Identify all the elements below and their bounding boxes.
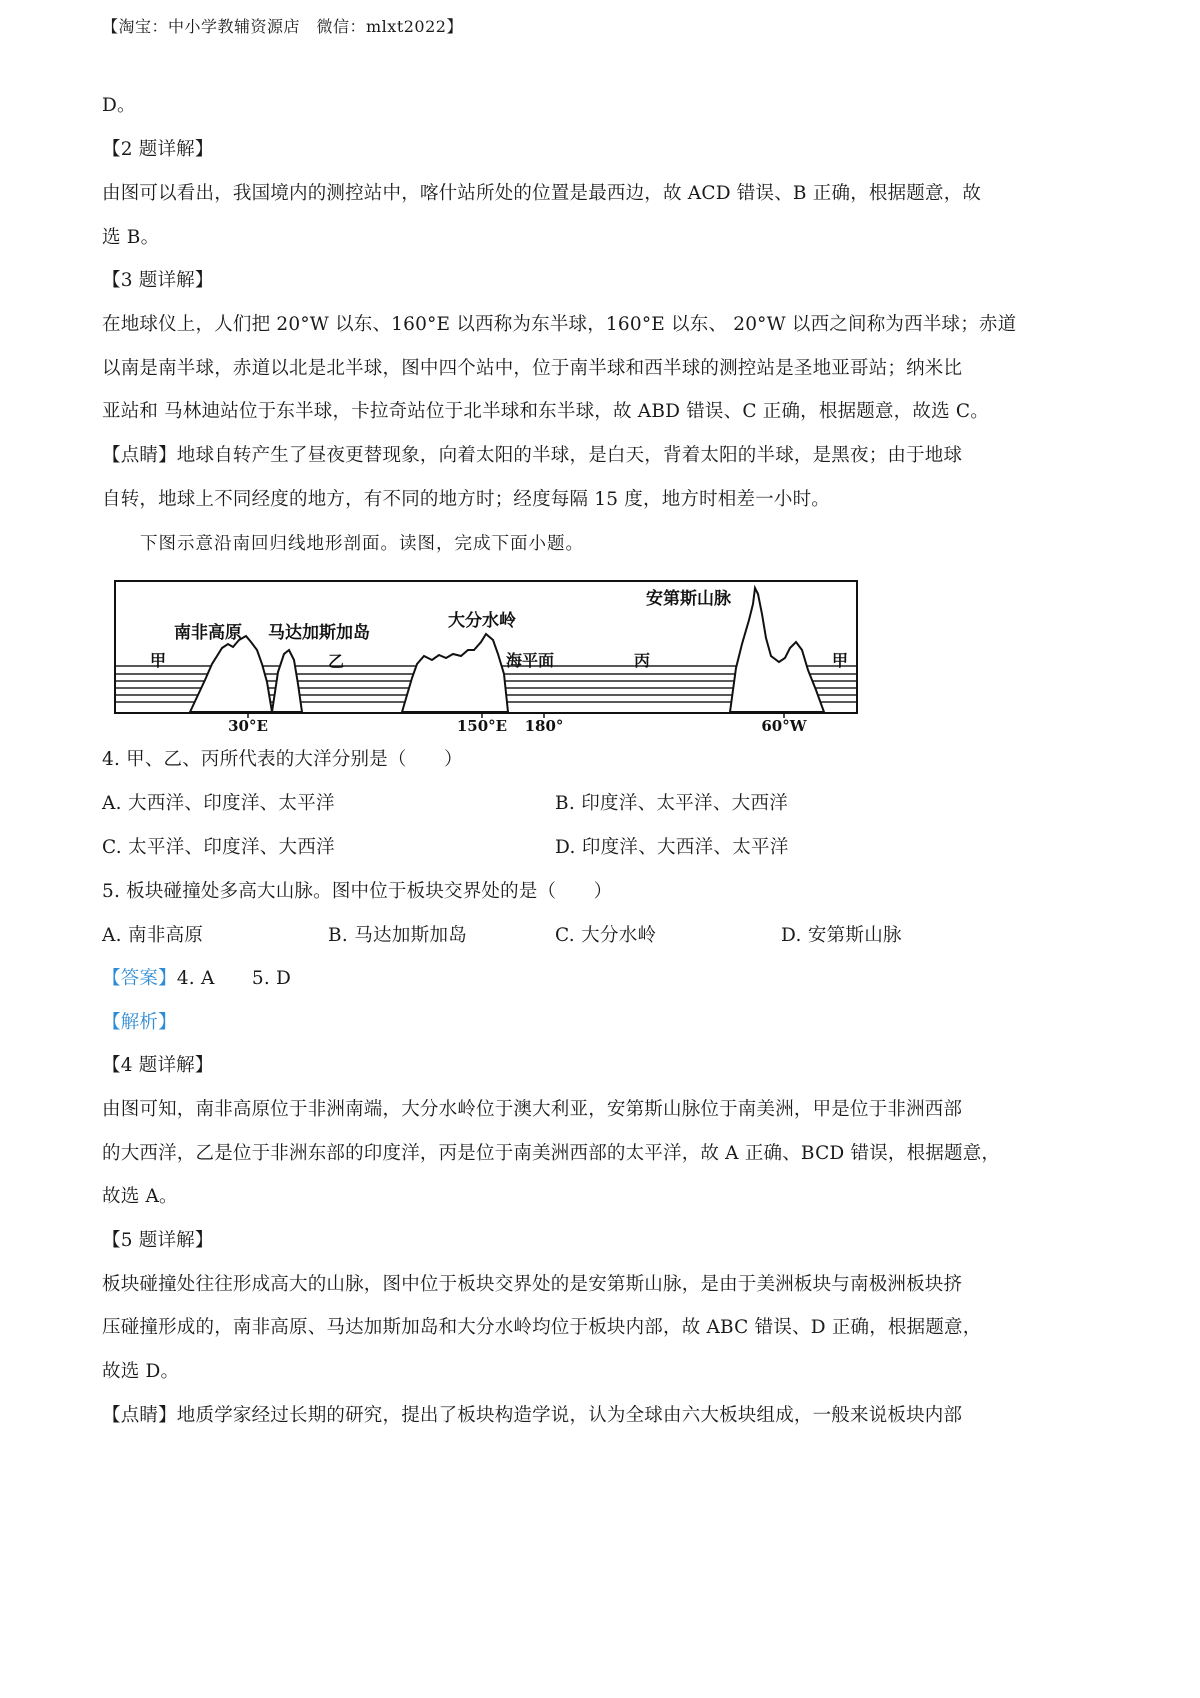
analysis-tag: 【解析】 — [102, 1012, 177, 1033]
q5-option-c: C. 大分水岭 — [555, 925, 657, 946]
text-line: 以南是南半球，赤道以北是北半球，图中四个站中，位于南半球和西半球的测控站是圣地亚哥站；纳米比 — [102, 358, 963, 379]
figure-label-bing: 丙 — [634, 651, 651, 670]
text-line: 由图可知，南非高原位于非洲南端，大分水岭位于澳大利亚，安第斯山脉位于南美洲，甲是位于非洲西部 — [102, 1099, 963, 1120]
longitude-tick-label: 30°E — [228, 717, 268, 735]
q5-option-d: D. 安第斯山脉 — [781, 925, 902, 946]
text-line: 在地球仪上，人们把 20°W 以东、160°E 以西称为东半球，160°E 以东、 20°W 以西之间称为西半球；赤道 — [102, 314, 1017, 335]
q4-option-c: C. 太平洋、印度洋、大西洋 — [102, 837, 335, 858]
australia-profile — [402, 634, 508, 712]
figure-label-sea-level: 海平面 — [506, 651, 555, 670]
text-line: 故选 D。 — [102, 1361, 180, 1382]
figure-label-jia-left: 甲 — [150, 651, 167, 670]
q4-option-b: B. 印度洋、太平洋、大西洋 — [555, 793, 789, 814]
text-line: 板块碰撞处往往形成高大的山脉，图中位于板块交界处的是安第斯山脉，是由于美洲板块与南极洲板块挤 — [102, 1274, 963, 1295]
figure-label-jia-right: 甲 — [832, 651, 849, 670]
text-line: 故选 A。 — [102, 1186, 178, 1207]
figure-label-yi: 乙 — [328, 652, 345, 671]
figure-label-andes: 安第斯山脉 — [646, 589, 731, 609]
q4-option-a: A. 大西洋、印度洋、太平洋 — [102, 793, 335, 814]
text-line: 选 B。 — [102, 227, 160, 248]
madagascar-profile — [272, 650, 302, 712]
figure-label-south-africa-plateau: 南非高原 — [174, 623, 242, 643]
andes-profile — [730, 588, 824, 712]
longitude-tick-label: 180° — [524, 717, 564, 735]
section-heading-q5: 【5 题详解】 — [102, 1230, 214, 1251]
figure-intro: 下图示意沿南回归线地形剖面。读图，完成下面小题。 — [140, 534, 584, 554]
text-line: 亚站和 马林迪站位于东半球，卡拉奇站位于北半球和东半球，故 ABD 错误、C 正确，根据题意，故选 C。 — [102, 401, 989, 422]
watermark-header: 【淘宝：中小学教辅资源店 微信：mlxt2022】 — [102, 17, 463, 36]
terrain-profile-svg — [112, 568, 864, 736]
text-line: 由图可以看出，我国境内的测控站中，喀什站所处的位置是最西边，故 ACD 错误、B 正确，根据题意，故 — [102, 183, 982, 204]
figure-label-madagascar: 马达加斯加岛 — [268, 623, 370, 643]
q4-option-d: D. 印度洋、大西洋、太平洋 — [555, 837, 789, 858]
answer-line — [102, 966, 1012, 992]
figure-label-great-dividing-range: 大分水岭 — [448, 611, 516, 631]
terrain-profile-figure — [112, 568, 864, 736]
section-heading-q3: 【3 题详解】 — [102, 270, 214, 291]
question-4-stem: 4. 甲、乙、丙所代表的大洋分别是（ ） — [102, 749, 463, 770]
longitude-tick-label: 60°W — [761, 717, 807, 735]
longitude-tick-label: 150°E — [456, 717, 508, 735]
text-line: 压碰撞形成的，南非高原、马达加斯加岛和大分水岭均位于板块内部，故 ABC 错误、D 正确，根据题意， — [102, 1317, 982, 1338]
question-5-stem: 5. 板块碰撞处多高大山脉。图中位于板块交界处的是（ ） — [102, 881, 613, 902]
section-heading-q2: 【2 题详解】 — [102, 139, 214, 160]
tip-paragraph: 【点睛】地球自转产生了昼夜更替现象，向着太阳的半球，是白天，背着太阳的半球，是黑夜；由于地球 — [102, 445, 963, 466]
text-line: 自转，地球上不同经度的地方，有不同的地方时；经度每隔 15 度，地方时相差一小时。 — [102, 489, 831, 510]
text-line: 的大西洋，乙是位于非洲东部的印度洋，丙是位于南美洲西部的太平洋，故 A 正确、BCD 错误，根据题意， — [102, 1143, 1001, 1164]
section-heading-q4: 【4 题详解】 — [102, 1055, 214, 1076]
answer-tag: 【答案】 — [102, 968, 177, 989]
q5-option-a: A. 南非高原 — [102, 925, 204, 946]
tip-paragraph: 【点睛】地质学家经过长期的研究，提出了板块构造学说，认为全球由六大板块组成，一般来说板块内部 — [102, 1405, 963, 1426]
text-line: D。 — [102, 95, 136, 116]
answer-text: 4. A 5. D — [176, 968, 292, 989]
q5-option-b: B. 马达加斯加岛 — [328, 925, 468, 946]
